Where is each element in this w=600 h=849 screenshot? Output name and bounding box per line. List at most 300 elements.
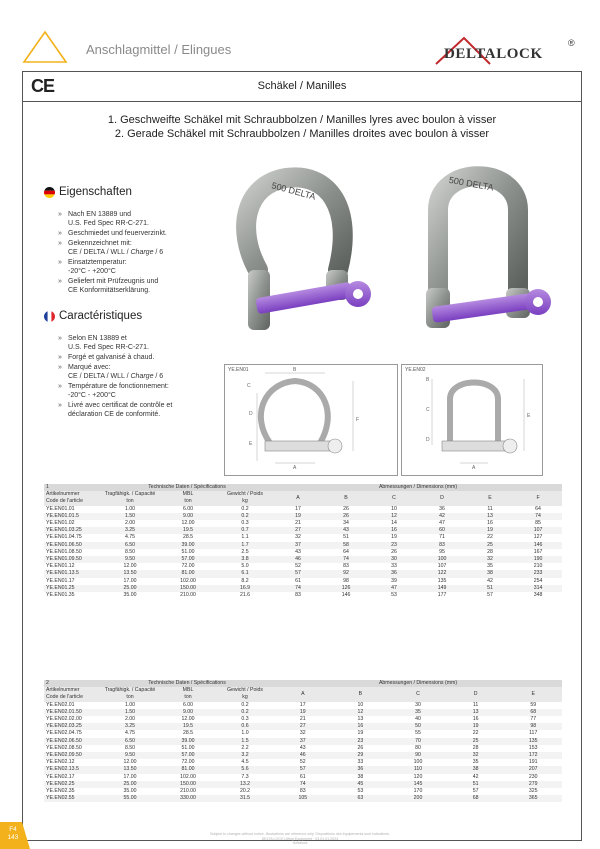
article-code: YE.EN01.01.5	[44, 513, 100, 520]
table-cell: 1.5	[216, 738, 274, 745]
article-code: YE.EN02.12	[46, 759, 75, 766]
article-code: YE.EN01.17	[46, 577, 75, 584]
table-cell: 57	[274, 766, 332, 773]
column-header: Tragfähigk. / Capacité	[100, 687, 160, 694]
dim-label-f: F	[356, 417, 360, 423]
table-cell: 51.00	[181, 548, 195, 555]
table-number: 2	[44, 680, 100, 687]
table-cell: 21	[299, 716, 306, 723]
table-cell: 30	[370, 556, 418, 563]
article-code: YE.EN02.17	[46, 773, 75, 780]
column-header: Gewicht / Poids	[216, 687, 274, 694]
dim-label-e: E	[249, 441, 253, 447]
table-cell: 53	[391, 592, 397, 599]
table-cell: 145	[389, 781, 447, 788]
table-cell: 28.5	[182, 730, 194, 737]
table-cell: 13	[447, 709, 505, 716]
table-cell: 42	[418, 513, 466, 520]
dim-label-e: E	[527, 413, 531, 419]
table-cell: 17.00	[123, 773, 137, 780]
table-cell: 12.00	[123, 563, 137, 570]
table-cell: 27	[274, 723, 332, 730]
table-cell: 23	[370, 542, 418, 549]
table-cell: 13	[357, 716, 364, 723]
unit-header: ton	[100, 498, 160, 505]
table-cell: 6.1	[216, 570, 274, 577]
table-cell: 77	[530, 716, 537, 723]
table-cell: 4.75	[124, 730, 136, 737]
dimension-header: C	[370, 491, 418, 505]
straight-shackle-drawing	[401, 364, 543, 476]
table-row	[44, 730, 562, 737]
list-item: » Livré avec certificat de contrôle et déclaration CE de conformité.	[58, 401, 172, 419]
table-cell: 102.00	[180, 773, 196, 780]
table-cell: 1.50	[100, 709, 160, 716]
table-cell: 43	[299, 744, 306, 751]
article-code: YE.EN02.35	[46, 788, 75, 795]
table-cell: 122	[418, 570, 466, 577]
table-cell: 0.3	[241, 520, 249, 527]
dimension-header: A	[274, 491, 322, 505]
table-cell: 74	[514, 513, 562, 520]
table-cell: 35.00	[123, 788, 137, 795]
table-cell: 68	[504, 709, 562, 716]
article-code: YE.EN01.13.5	[44, 570, 100, 577]
table-cell: 38	[357, 773, 364, 780]
table-cell: 3.25	[100, 723, 160, 730]
table-cell: 46	[274, 752, 332, 759]
table-cell: 0.2	[241, 701, 249, 708]
bow-shackle-drawing	[224, 364, 398, 476]
table-cell: 135	[437, 577, 447, 584]
table-cell: 279	[504, 781, 562, 788]
table-cell: 207	[504, 766, 562, 773]
unit-header: ton	[160, 694, 216, 701]
table-row	[44, 542, 562, 549]
footer-note: Subject to changes without notice. Illustrations are reference only. Dispositions des équipements sont indicatives. DELTA LOCK Lifting Equipment · 03.01.01.2024 Deltalock	[210, 832, 390, 845]
table-cell: 21.6	[239, 592, 251, 599]
article-code: YE.EN01.01	[46, 505, 75, 512]
table-cell: 43	[322, 527, 370, 534]
table-header-row	[44, 491, 562, 498]
table-cell: 19	[274, 513, 322, 520]
table-cell: 100	[418, 556, 466, 563]
german-flag-icon	[44, 187, 55, 198]
table-cell: 127	[533, 534, 543, 541]
table-cell: 12.00	[181, 716, 195, 723]
table-row	[44, 520, 562, 527]
table-row	[44, 788, 562, 795]
table-cell: 17	[299, 701, 306, 708]
table-cell: 0.2	[241, 505, 249, 512]
dim-label-c: C	[247, 383, 251, 389]
page-category-title: Anschlagmittel / Elingues	[86, 42, 232, 57]
table-cell: 55	[415, 730, 421, 737]
column-header: Tragfähigk. / Capacité	[100, 491, 160, 498]
table-cell: 117	[529, 730, 538, 737]
table-cell: 81.00	[160, 570, 216, 577]
table-cell: 22	[472, 730, 479, 737]
table-cell: 57.00	[160, 752, 216, 759]
unit-header: kg	[216, 694, 274, 701]
table-cell: 2.5	[241, 548, 249, 555]
spec-table-straight	[44, 680, 562, 802]
table-cell: 80	[415, 744, 421, 751]
unit-header: ton	[100, 694, 160, 701]
table-cell: 2.00	[124, 520, 136, 527]
table-cell: 16	[332, 723, 390, 730]
table-cell: 8.50	[124, 548, 136, 555]
table-cell: 23	[332, 738, 390, 745]
table-cell: 0.3	[241, 716, 249, 723]
table-cell: 36	[439, 505, 445, 512]
table-cell: 19	[391, 534, 397, 541]
table-cell: 11	[487, 505, 493, 512]
table-row	[44, 702, 562, 709]
dimension-header: D	[447, 687, 505, 701]
article-code: YE.EN01.06.50	[44, 542, 100, 549]
table-cell: 53	[357, 788, 364, 795]
table-cell: 95	[439, 548, 445, 555]
properties-de-heading	[44, 186, 132, 198]
table-group-row	[44, 484, 562, 491]
table-cell: 13.50	[100, 766, 160, 773]
article-code: YE.EN01.35	[46, 592, 75, 599]
table-cell: 26	[391, 548, 397, 555]
dim-label-d: D	[249, 411, 253, 417]
table-row	[44, 585, 562, 592]
table-row	[44, 709, 562, 716]
registered-mark: ®	[568, 38, 575, 48]
table-cell: 2.2	[241, 744, 249, 751]
table-cell: 83	[343, 563, 349, 570]
table-cell: 8.2	[241, 577, 249, 584]
table-cell: 51.00	[181, 744, 195, 751]
table-group-row	[44, 680, 562, 687]
panel-title-row	[23, 72, 581, 102]
article-code: YE.EN02.13.5	[44, 766, 100, 773]
table-row	[44, 570, 562, 577]
table-cell: 9.00	[160, 513, 216, 520]
column-header: Artikelnummer	[44, 491, 100, 498]
table-cell: 74	[322, 556, 370, 563]
group-header-tech: Technische Daten / Spécifications	[100, 484, 274, 491]
unit-header: ton	[160, 498, 216, 505]
table-cell: 70	[389, 738, 447, 745]
table-cell: 92	[322, 570, 370, 577]
table-cell: 210.00	[180, 788, 196, 795]
article-code: YE.EN01.04.75	[46, 534, 82, 541]
dim-label-b: B	[426, 377, 430, 383]
table-cell: 6.00	[182, 505, 194, 512]
table-cell: 35.00	[123, 592, 137, 599]
article-code: YE.EN02.01.50	[44, 709, 100, 716]
table-row	[44, 745, 562, 752]
table-cell: 39.00	[160, 738, 216, 745]
dim-label-a: A	[293, 465, 297, 471]
table-cell: 6.00	[182, 701, 194, 708]
table-cell: 35	[487, 563, 493, 570]
table-cell: 57	[472, 788, 479, 795]
dim-label-b: B	[293, 367, 297, 373]
table-cell: 5.6	[216, 766, 274, 773]
table-cell: 10	[391, 505, 397, 512]
table-cell: 22	[487, 534, 493, 541]
table-cell: 1.50	[100, 513, 160, 520]
table-cell: 233	[514, 570, 562, 577]
table-cell: 13	[466, 513, 514, 520]
table-cell: 37	[274, 542, 322, 549]
article-code: YE.EN01.08.50	[46, 548, 82, 555]
table-cell: 26	[357, 744, 364, 751]
group-header-dim: Abmessungen / Dimensions (mm)	[274, 680, 562, 687]
french-flag-icon	[44, 311, 55, 322]
table-cell: 14	[391, 520, 397, 527]
table-cell: 90	[389, 752, 447, 759]
table-cell: 28.5	[182, 534, 194, 541]
page-header	[0, 0, 600, 70]
table-cell: 1.00	[124, 701, 136, 708]
table-cell: 0.2	[216, 709, 274, 716]
shackle-marking: 500 DELTA	[270, 180, 317, 202]
table-row	[44, 556, 562, 563]
table-cell: 40	[415, 716, 421, 723]
panel-title: Schäkel / Manilles	[257, 80, 347, 92]
list-item: » Einsatztemperatur: -20°C - +200°C	[58, 258, 167, 276]
table-cell: 19	[447, 723, 505, 730]
table-row	[44, 738, 562, 745]
list-item: » Gekennzeichnet mit: CE / DELTA / WLL / Charge / 6	[58, 239, 167, 257]
table-cell: 12	[332, 709, 390, 716]
article-code: YE.EN02.08.50	[46, 744, 82, 751]
logo-wordmark: DELTALOCK	[444, 46, 543, 62]
list-item: » Marqué avec: CE / DELTA / WLL / Charge / 6	[58, 363, 172, 381]
table-cell: 19	[357, 730, 364, 737]
table-cell: 126	[322, 585, 370, 592]
table-cell: 64	[343, 548, 349, 555]
table-cell: 33	[357, 759, 364, 766]
table-cell: 150.00	[160, 781, 216, 788]
column-header: MBL	[160, 491, 216, 498]
article-code: YE.EN02.02.00	[46, 716, 82, 723]
table-cell: 3.25	[100, 527, 160, 534]
table-cell: 38	[466, 570, 514, 577]
table-cell: 60	[418, 527, 466, 534]
table-cell: 51	[466, 585, 514, 592]
table-cell: 98	[343, 577, 349, 584]
article-code: YE.EN01.02	[46, 520, 75, 527]
table-cell: 81.00	[160, 766, 216, 773]
table-cell: 4.5	[241, 759, 249, 766]
table-cell: 51	[447, 781, 505, 788]
table-cell: 74	[274, 585, 322, 592]
bow-shackle-photo	[226, 160, 376, 340]
properties-de-list	[58, 210, 167, 296]
spec-table-bow	[44, 484, 562, 599]
dimension-header: C	[389, 687, 447, 701]
table-cell: 83	[295, 592, 301, 599]
table-cell: 50	[389, 723, 447, 730]
table-cell: 4.75	[124, 534, 136, 541]
table-cell: 36	[370, 570, 418, 577]
table-cell: 39.00	[160, 542, 216, 549]
table-cell: 38	[447, 766, 505, 773]
article-code: YE.EN02.01	[46, 701, 75, 708]
table-row	[44, 578, 562, 585]
table-cell: 52	[295, 563, 301, 570]
table-cell: 64	[535, 505, 541, 512]
list-item: » Geschmiedet und feuerverzinkt.	[58, 229, 167, 238]
table-cell: 71	[439, 534, 445, 541]
table-row	[44, 534, 562, 541]
table-row	[44, 513, 562, 520]
table-cell: 28	[487, 548, 493, 555]
table-cell: 25	[466, 542, 514, 549]
table-cell: 35	[472, 759, 479, 766]
table-cell: 20.2	[239, 788, 251, 795]
table-cell: 42	[472, 773, 479, 780]
table-cell: 190	[514, 556, 562, 563]
table-cell: 16	[472, 716, 479, 723]
table-cell: 25.00	[100, 781, 160, 788]
article-code: YE.EN01.03.25	[44, 527, 100, 534]
drawing-code: YE.EN02	[405, 367, 426, 373]
table-cell: 9.50	[100, 752, 160, 759]
table-cell: 9.00	[160, 709, 216, 716]
table-cell: 43	[295, 548, 301, 555]
table-row	[44, 795, 562, 802]
table-cell: 120	[413, 773, 423, 780]
table-cell: 12	[370, 513, 418, 520]
table-cell: 135	[504, 738, 562, 745]
table-cell: 153	[528, 744, 538, 751]
table-cell: 0.7	[216, 527, 274, 534]
table-cell: 9.50	[100, 556, 160, 563]
table-cell: 1.7	[216, 542, 274, 549]
table-cell: 31.5	[216, 795, 274, 802]
table-cell: 26	[343, 505, 349, 512]
subtitle-straight-shackles: 2. Gerade Schäkel mit Schraubbolzen / Manilles droites avec boulon à visser	[114, 128, 490, 140]
properties-fr-heading	[44, 310, 142, 322]
table-cell: 37	[274, 738, 332, 745]
table-cell: 170	[413, 788, 423, 795]
table-cell: 191	[528, 759, 538, 766]
ce-mark: CE	[31, 76, 55, 96]
table-cell: 13.50	[100, 570, 160, 577]
list-item: » Nach EN 13889 und U.S. Fed Spec RR-C-271.	[58, 210, 167, 228]
column-header: Gewicht / Poids	[216, 491, 274, 498]
table-cell: 2.00	[124, 716, 136, 723]
column-header: MBL	[160, 687, 216, 694]
table-cell: 105	[274, 795, 332, 802]
table-cell: 39	[391, 577, 397, 584]
table-cell: 200	[389, 795, 447, 802]
table-cell: 6.50	[100, 738, 160, 745]
table-cell: 61	[299, 773, 306, 780]
list-item: » Forgé et galvanisé à chaud.	[58, 353, 172, 362]
table-row	[44, 759, 562, 766]
unit-header: Code de l'article	[44, 498, 100, 505]
table-cell: 330.00	[160, 795, 216, 802]
table-cell: 1.1	[241, 534, 249, 541]
table-cell: 16	[487, 520, 493, 527]
table-cell: 57.00	[160, 556, 216, 563]
group-header-tech: Technische Daten / Spécifications	[100, 680, 274, 687]
table-cell: 98	[504, 723, 562, 730]
table-cell: 45	[332, 781, 390, 788]
table-cell: 72.00	[181, 759, 195, 766]
table-cell: 72.00	[181, 563, 195, 570]
warning-triangle-icon	[22, 30, 68, 64]
table-cell: 74	[274, 781, 332, 788]
drawing-code: YE.EN01	[228, 367, 249, 373]
article-code: YE.EN02.06.50	[44, 738, 100, 745]
article-code: YE.EN01.12	[46, 563, 75, 570]
list-item: » Selon EN 13889 et U.S. Fed Spec RR-C-271.	[58, 334, 172, 352]
table-cell: 83	[418, 542, 466, 549]
article-code: YE.EN01.09.50	[44, 556, 100, 563]
table-row	[44, 752, 562, 759]
table-cell: 0.2	[216, 513, 274, 520]
table-number: 1	[44, 484, 100, 491]
table-cell: 150.00	[160, 585, 216, 592]
table-cell: 348	[533, 592, 543, 599]
table-cell: 230	[528, 773, 538, 780]
table-cell: 19	[274, 709, 332, 716]
properties-fr-list	[58, 334, 172, 420]
dimension-header: B	[332, 687, 390, 701]
dimension-header: D	[418, 491, 466, 505]
table-cell: 32	[295, 534, 301, 541]
properties-fr-title: Caractéristiques	[59, 310, 143, 322]
table-cell: 16.9	[216, 585, 274, 592]
table-cell: 21	[295, 520, 301, 527]
table-cell: 33	[391, 563, 397, 570]
table-row	[44, 563, 562, 570]
table-row	[44, 781, 562, 788]
table-row	[44, 506, 562, 513]
table-cell: 30	[415, 701, 421, 708]
group-header-dim: Abmessungen / Dimensions (mm)	[274, 484, 562, 491]
table-cell: 5.0	[241, 563, 249, 570]
article-code: YE.EN02.04.75	[46, 730, 82, 737]
table-cell: 110	[389, 766, 447, 773]
table-cell: 107	[437, 563, 447, 570]
shackle-marking: 500 DELTA	[448, 174, 495, 193]
table-cell: 146	[514, 542, 562, 549]
table-cell: 172	[504, 752, 562, 759]
table-cell: 107	[514, 527, 562, 534]
dimension-header: F	[514, 491, 562, 505]
table-cell: 34	[343, 520, 349, 527]
table-cell: 12.00	[123, 759, 137, 766]
table-cell: 32	[447, 752, 505, 759]
table-cell: 365	[504, 795, 562, 802]
table-cell: 57	[274, 570, 322, 577]
table-cell: 146	[341, 592, 351, 599]
table-cell: 8.50	[124, 744, 136, 751]
table-cell: 47	[370, 585, 418, 592]
table-cell: 17.00	[123, 577, 137, 584]
dimension-header: A	[274, 687, 332, 701]
dimension-header: B	[322, 491, 370, 505]
table-cell: 210.00	[180, 592, 196, 599]
table-cell: 19.5	[160, 723, 216, 730]
table-cell: 100	[413, 759, 423, 766]
table-cell: 28	[472, 744, 479, 751]
unit-header: kg	[216, 498, 274, 505]
table-cell: 6.50	[100, 542, 160, 549]
